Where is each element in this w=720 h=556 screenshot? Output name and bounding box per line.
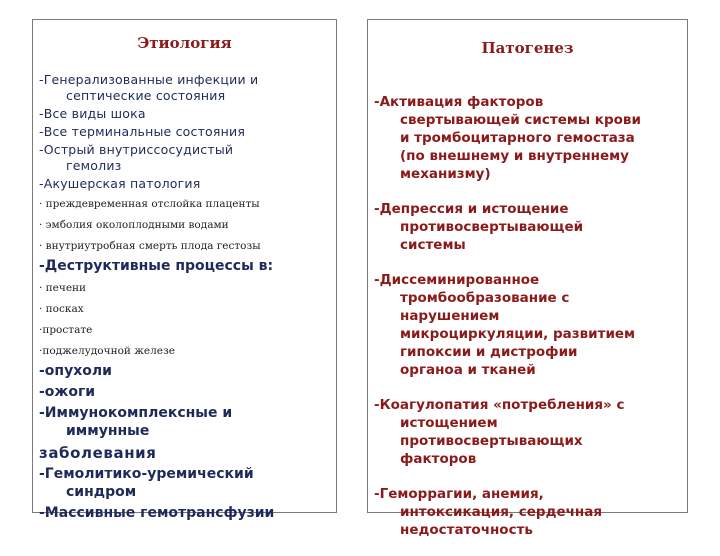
pathogenesis-item-continuation: гипоксии и дистрофии — [400, 344, 578, 360]
etiology-item — [39, 236, 332, 257]
pathogenesis-item-text: -Депрессия и истощение — [374, 201, 569, 217]
etiology-item-text: -Массивные гемотрансфузии — [39, 505, 275, 521]
pathogenesis-item-continuation: противосвертывающей — [400, 219, 584, 235]
etiology-item — [39, 194, 332, 215]
etiology-item — [39, 124, 332, 140]
etiology-item — [39, 341, 332, 362]
pathogenesis-item-text: -Коагулопатия «потребления» с — [374, 397, 625, 413]
etiology-item-text: -ожоги — [39, 384, 96, 400]
etiology-item-text: -Акушерская патология — [39, 176, 201, 191]
etiology-item-text: · преждевременная отслойка плаценты — [39, 198, 260, 210]
etiology-item — [39, 443, 332, 463]
etiology-item — [39, 72, 332, 104]
etiology-item — [39, 278, 332, 299]
etiology-item — [39, 106, 332, 122]
etiology-title: Этиология — [137, 34, 232, 52]
pathogenesis-item — [374, 200, 683, 254]
etiology-item-text: · посках — [39, 303, 84, 315]
pathogenesis-list — [374, 93, 683, 556]
pathogenesis-item-continuation: свертывающей системы крови — [400, 112, 641, 128]
pathogenesis-item-text: -Диссеминированное — [374, 272, 540, 288]
pathogenesis-item-continuation: системы — [400, 237, 466, 253]
etiology-item — [39, 299, 332, 320]
etiology-item-text: -Все терминальные состояния — [39, 124, 246, 139]
etiology-item — [39, 215, 332, 236]
pathogenesis-item-continuation: органоа и тканей — [400, 362, 536, 378]
etiology-item-continuation: гемолиз — [66, 158, 122, 173]
pathogenesis-title: Патогенез — [481, 39, 574, 57]
etiology-item — [39, 176, 332, 192]
etiology-item-text: · печени — [39, 282, 87, 294]
pathogenesis-item-continuation: тромбообразование с — [400, 290, 570, 306]
etiology-item — [39, 320, 332, 341]
pathogenesis-item — [374, 271, 683, 379]
pathogenesis-item — [374, 485, 683, 539]
etiology-item-text: · эмболия околоплодными водами — [39, 219, 229, 231]
etiology-item — [39, 504, 332, 522]
pathogenesis-panel — [367, 19, 688, 538]
etiology-item-text: ·простате — [39, 324, 93, 336]
etiology-item-text: -Острый внутриссосудистый — [39, 142, 234, 157]
etiology-list — [39, 72, 332, 525]
pathogenesis-item — [374, 93, 683, 183]
pathogenesis-item-continuation: недостаточность — [400, 522, 533, 538]
pathogenesis-item-continuation: истощением — [400, 415, 498, 431]
etiology-item-text: заболевания — [39, 444, 157, 462]
etiology-item-continuation: синдром — [66, 484, 137, 500]
etiology-item-text: -Генерализованные инфекции и — [39, 72, 259, 87]
etiology-item — [39, 383, 332, 401]
pathogenesis-item-continuation: (по внешнему и внутреннему — [400, 148, 629, 164]
etiology-item — [39, 404, 332, 440]
pathogenesis-item-text: -Активация факторов — [374, 94, 544, 110]
etiology-item — [39, 465, 332, 501]
pathogenesis-item-continuation: факторов — [400, 451, 477, 467]
etiology-item — [39, 257, 332, 275]
etiology-item-continuation: иммунные — [66, 423, 150, 439]
etiology-item-text: ·поджелудочной железе — [39, 345, 175, 357]
etiology-item-continuation: септические состояния — [66, 88, 226, 103]
etiology-panel — [32, 19, 337, 521]
pathogenesis-item-text: -Геморрагии, анемия, — [374, 486, 544, 502]
pathogenesis-item-continuation: механизму) — [400, 166, 491, 182]
etiology-item-text: -Все виды шока — [39, 106, 146, 121]
etiology-item — [39, 142, 332, 174]
etiology-item-text: -Иммунокомплексные и — [39, 405, 233, 421]
etiology-item-text: -опухоли — [39, 363, 112, 379]
etiology-item-text: -Деструктивные процессы в: — [39, 258, 274, 274]
pathogenesis-item-continuation: нарушением — [400, 308, 500, 324]
etiology-item-text: · внутриутробная смерть плода гестозы — [39, 240, 261, 252]
etiology-item — [39, 362, 332, 380]
pathogenesis-item-continuation: противосвертывающих — [400, 433, 583, 449]
pathogenesis-item-continuation: и тромбоцитарного гемостаза — [400, 130, 635, 146]
pathogenesis-item-continuation: интоксикация, сердечная — [400, 504, 602, 520]
pathogenesis-item-continuation: микроциркуляции, развитием — [400, 326, 636, 342]
etiology-item-text: -Гемолитико-уремический — [39, 466, 254, 482]
pathogenesis-item — [374, 396, 683, 468]
